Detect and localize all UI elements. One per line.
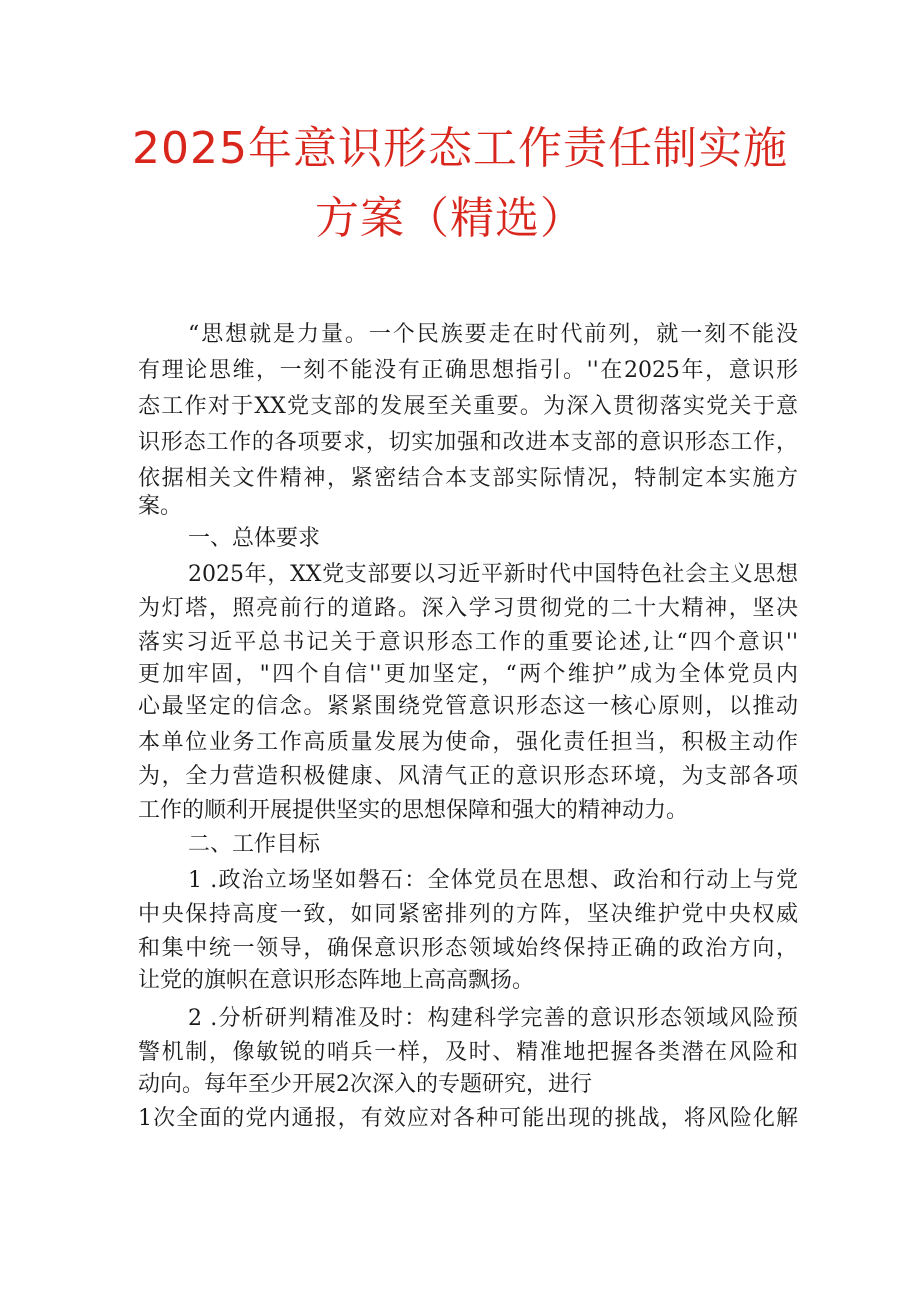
body-line: 为，全力营造积极健康、风清气正的意识形态环境，为支部各项 xyxy=(138,764,798,789)
body-line: 案。 xyxy=(138,494,183,519)
body-line: 本单位业务工作高质量发展为使命，强化责任担当，积极主动作 xyxy=(138,730,798,755)
body-line: 识形态工作的各项要求，切实加强和改进本支部的意识形态工作， xyxy=(138,430,798,455)
body-line: 心最坚定的信念。紧紧围绕党管意识形态这一核心原则，以推动 xyxy=(138,694,798,719)
document-title-line-1: 2025年意识形态工作责任制实施 xyxy=(132,123,788,174)
body-line: 中央保持高度一致，如同紧密排列的方阵，坚决维护党中央权威 xyxy=(138,902,798,927)
body-line: 动向。每年至少开展2次深入的专题研究，进行 xyxy=(138,1072,592,1097)
body-line: 和集中统一领导，确保意识形态领域始终保持正确的政治方向， xyxy=(138,936,798,961)
body-line: 1次全面的党内通报，有效应对各种可能出现的挑战，将风险化解 xyxy=(138,1106,798,1131)
body-line: “思想就是力量。一个民族要走在时代前列，就一刻不能没 xyxy=(188,322,798,347)
section-heading: 一、总体要求 xyxy=(188,526,321,551)
body-line: 2 .分析研判精准及时：构建科学完善的意识形态领域风险预 xyxy=(188,1006,798,1031)
body-line: 2025年，XX党支部要以习近平新时代中国特色社会主义思想 xyxy=(188,562,798,587)
body-line: 依据相关文件精神，紧密结合本支部实际情况，特制定本实施方 xyxy=(138,466,798,491)
body-line: 1 .政治立场坚如磐石：全体党员在思想、政治和行动上与党 xyxy=(188,868,798,893)
body-line: 更加牢固，"四个自信''更加坚定，“两个维护”成为全体党员内 xyxy=(138,662,798,687)
body-line: 让党的旗帜在意识形态阵地上高高飘扬。 xyxy=(138,968,535,993)
body-line: 为灯塔，照亮前行的道路。深入学习贯彻党的二十大精神，坚决 xyxy=(138,596,798,621)
document-title-line-2: 方案（精选） xyxy=(315,193,585,244)
body-line: 有理论思维，一刻不能没有正确思想指引。''在2025年，意识形 xyxy=(138,358,798,383)
body-line: 落实习近平总书记关于意识形态工作的重要论述,让“四个意识'' xyxy=(138,630,798,655)
section-heading: 二、工作目标 xyxy=(188,832,321,857)
body-line: 态工作对于XX党支部的发展至关重要。为深入贯彻落实党关于意 xyxy=(138,394,798,419)
body-line: 警机制，像敏锐的哨兵一样，及时、精准地把握各类潜在风险和 xyxy=(138,1040,798,1065)
body-line: 工作的顺利开展提供坚实的思想保障和强大的精神动力。 xyxy=(138,798,689,823)
